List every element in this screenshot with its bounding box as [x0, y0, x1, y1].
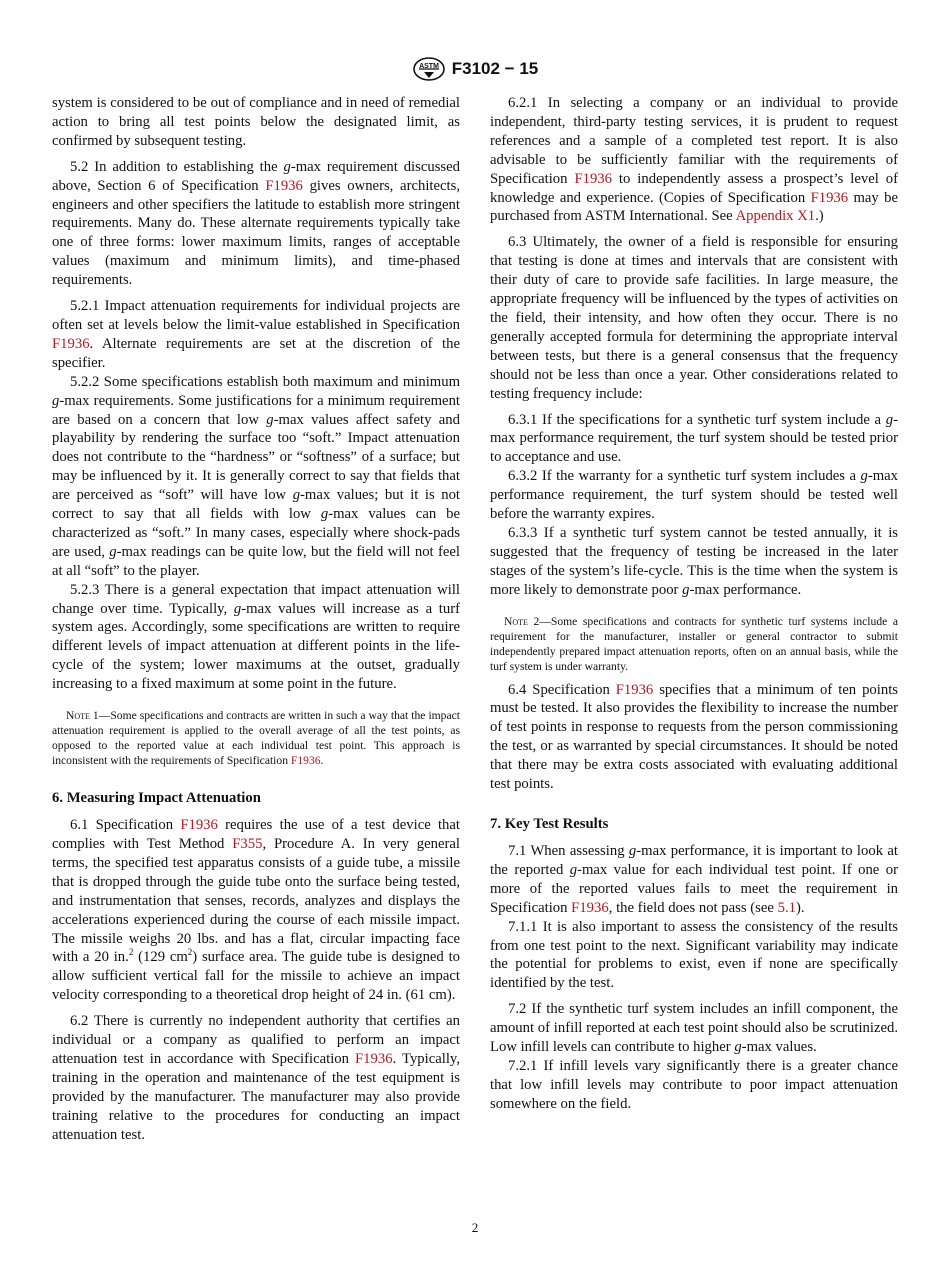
paragraph-5-2-2: 5.2.2 Some specifications establish both maximum and minimum g-max requirements. Some justifications for a minimum requirement are based on a concern that low g-max values affect safety and playability by rendering the surface too “soft.” Impact attenuation does not contribute to the “hardness” or “softness” of a surface; but may be influenced by it. It is generally correct to say that fields that are perceived as “soft” will have low g-max values; but it is not correct to say that all fields with low g-max values can be characterized as “soft.” In many cases, especially where shock-pads are used, g-max readings can be quite low, but the field will not feel at all “soft” to the player. — [52, 373, 460, 579]
paragraph-5-2-1: 5.2.1 Impact attenuation requirements for individual projects are often set at levels below the limit-value established in Specification F1936. Alternate requirements are set at the discretion of the specifier. — [52, 298, 460, 371]
ref-f1936-link[interactable]: F1936 — [810, 189, 849, 206]
paragraph-6-3: 6.3 Ultimately, the owner of a field is responsible for ensuring that testing is done at times and intervals that are consistent with their duty of care to provide safe facilities. In large measure, the appropriate frequency will be influenced by the types of activities on the field, their intensity, and how often they occur. There is no generally accepted formula for determining the appropriate interval between tests, but there is a general consensus that the frequency should not be less than once a year. Other considerations related to testing frequency include: — [490, 234, 898, 402]
astm-logo-icon — [412, 56, 446, 82]
paragraph-6-2-1: 6.2.1 In selecting a company or an individual to provide independent, third-party testing services, it is prudent to request references and a sample of a completed test report. It is also advisable to be sufficiently familiar with the requirements of Specification F1936 to independently assess a prospect’s level of knowledge and experience. (Copies of Specification F1936 may be purchased from ASTM International. See Appendix X1.) — [490, 95, 898, 225]
right-column — [490, 94, 898, 1114]
ref-f1936-link[interactable]: F1936 — [180, 817, 218, 834]
ref-5-1-link[interactable]: 5.1 — [777, 899, 796, 916]
paragraph-6-2: 6.2 There is currently no independent authority that certifies an individual or a company as qualified to perform an impact attenuation test in accordance with Specification F1936. Typically, training in the operation and maintenance of the test equipment is provided by the manufacturer. The manufacturer may also provide training relative to the procedures for conducting an impact attenuation test. — [52, 1013, 460, 1143]
ref-f1936-link[interactable]: F1936 — [52, 335, 90, 352]
paragraph-7-1-1: 7.1.1 It is also important to assess the consistency of the results from one test point to the next. Significant variability may indicate the potential for problems to exist, even if none are specifically identified by the test. — [490, 918, 898, 992]
ref-f1936-link[interactable]: F1936 — [574, 170, 612, 187]
note-1: Note 1—Some specifications and contracts are written in such a way that the impact attenuation requirement is applied to the overall average of all the test points, as opposed to the reported value at each individual test point. This approach is inconsistent with the requirements of Specification F1936. — [52, 709, 460, 768]
paragraph-6-3-3: 6.3.3 If a synthetic turf system cannot be tested annually, it is suggested that the frequency of testing be increased in the later stages of the system’s life-cycle. This is the time when the system is more likely to demonstrate poor g-max performance. — [490, 524, 898, 598]
paragraph-5-2-3: 5.2.3 There is a general expectation that impact attenuation will change over time. Typically, g-max values will increase as a turf system ages. Accordingly, some specifications are written to require different levels of impact attenuation at different points in the life-cycle of the system; lower maximums at the outset, gradually increasing to a fixed maximum at some point in the future. — [52, 581, 460, 693]
ref-appendix-x1-link[interactable]: Appendix X1 — [735, 208, 816, 225]
section-7-heading: 7. Key Test Results — [490, 816, 609, 832]
section-6-heading: 6. Measuring Impact Attenuation — [52, 790, 261, 807]
paragraph-5-2: 5.2 In addition to establishing the g-max requirement discussed above, Section 6 of Specification F1936 gives owners, architects, engineers and other specifiers the latitude to establish more stringent requirements. Many do. These alternate requirements typically take one of three forms: lower maximum limits, ranges of acceptable values (maximum and minimum limits), and time-phased requirements. — [52, 158, 460, 289]
paragraph-7-2: 7.2 If the synthetic turf system includes an infill component, the amount of infill reported at each test point should also be scrutinized. Low infill levels can contribute to higher g-max values. — [490, 1001, 898, 1056]
document-id: F3102 − 15 — [451, 59, 539, 78]
svg-text:ASTM: ASTM — [418, 63, 439, 70]
page-number: 2 — [471, 1220, 479, 1235]
ref-f1936-link[interactable]: F1936 — [615, 681, 654, 698]
paragraph-7-2-1: 7.2.1 If infill levels vary significantly there is a greater chance that low infill levels may contribute to poor impact attenuation somewhere on the field. — [490, 1057, 898, 1112]
ref-f355-link[interactable]: F355 — [232, 836, 263, 852]
ref-f1936-link[interactable]: F1936 — [265, 177, 303, 194]
paragraph-6-1: 6.1 Specification F1936 requires the use of a test device that complies with Test Method F355, Procedure A. In very general terms, the specified test apparatus consists of a guide tube, a missile that is dropped through the guide tube onto the surface being tested, and instrumentation that senses, records, analyzes and displays the accelerations experienced during the course of each missile impact. The missile weighs 20 lbs. and has a flat, circular impacting face with a 20 in.$^2$ (129 $cm^2$) surface area. The guide tube is designed to allow sufficient vertical fall for the missile to achieve an impact velocity corresponding to a theoretical drop height of 24 in. (61 cm). — [52, 817, 460, 1004]
note-2: Note 2—Some specifications and contracts for synthetic turf systems include a requirement for the manufacturer, installer or general contractor to submit independently prepared impact attenuation reports, often on an annual basis, while the turf system is under warranty. — [490, 614, 898, 673]
ref-f1936-link[interactable]: F1936 — [290, 754, 321, 768]
paragraph-6-3-1: 6.3.1 If the specifications for a synthetic turf system include a g-max performance requirement, the turf system should be tested prior to acceptance and use. — [490, 411, 898, 466]
page-header — [0, 56, 950, 82]
paragraph-continuation: system is considered to be out of compliance and in need of remedial action to bring all test points below the designated limit, as confirmed by subsequent testing. — [52, 95, 460, 149]
paragraph-6-4: 6.4 Specification F1936 specifies that a minimum of ten points must be tested. It also provides the flexibility to increase the number of test points in response to requests from the person commissioning the test, or as warranted by special circumstances. It should be noted that there may be extra costs associated with evaluating additional test points. — [490, 681, 898, 793]
paragraph-6-3-2: 6.3.2 If the warranty for a synthetic turf system includes a g-max performance requirement, the turf system should be tested well before the warranty expires. — [490, 468, 898, 523]
ref-f1936-link[interactable]: F1936 — [355, 1050, 393, 1067]
ref-f1936-link[interactable]: F1936 — [571, 899, 609, 916]
paragraph-7-1: 7.1 When assessing g-max performance, it is important to look at the reported g-max value for each individual test point. If one or more of the reported values fails to meet the requirement in Specification F1936, the field does not pass (see 5.1). — [490, 843, 898, 916]
left-column — [52, 94, 460, 1145]
